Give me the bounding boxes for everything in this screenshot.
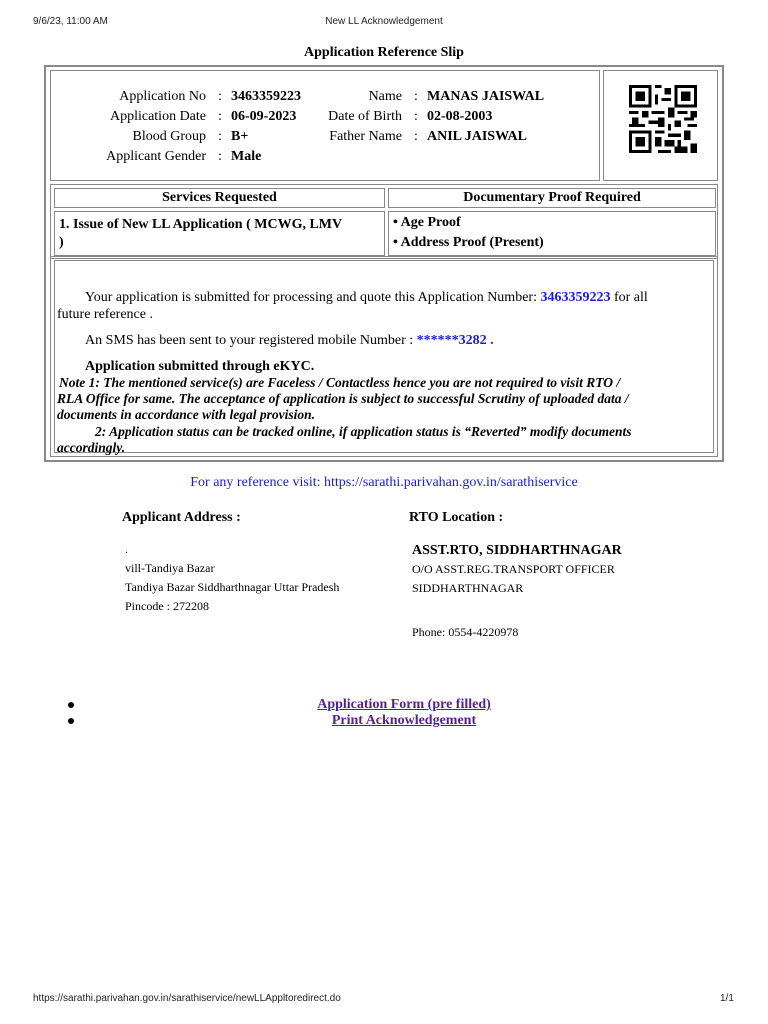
name-value: MANAS JAISWAL bbox=[427, 89, 545, 104]
gender-label: Applicant Gender bbox=[106, 149, 206, 164]
submission-message: Your application is submitted for processing and quote this Application Number: 3463359223 for all bbox=[85, 290, 648, 305]
address-line: Tandiya Bazar Siddharthnagar Uttar Pradesh bbox=[125, 580, 340, 594]
blood-group-value: B+ bbox=[231, 129, 249, 144]
rto-location-heading: RTO Location : bbox=[409, 510, 504, 525]
mobile-number-masked: ******3282 . bbox=[416, 333, 494, 348]
address-pincode: Pincode : 272208 bbox=[125, 599, 209, 613]
action-links bbox=[60, 697, 760, 729]
address-line: . bbox=[125, 542, 128, 556]
print-page-title: New LL Acknowledgement bbox=[325, 16, 443, 27]
services-table bbox=[50, 184, 718, 259]
address-line: vill-Tandiya Bazar bbox=[125, 561, 215, 575]
blood-group-label: Blood Group bbox=[132, 129, 206, 144]
father-name-value: ANIL JAISWAL bbox=[427, 129, 527, 144]
reference-slip bbox=[44, 65, 724, 462]
applicant-address-heading: Applicant Address : bbox=[122, 510, 241, 525]
print-url: https://sarathi.parivahan.gov.in/sarathiservice/newLLAppltoredirect.do bbox=[33, 993, 341, 1004]
service-item: 1. Issue of New LL Application ( MCWG, LMV bbox=[59, 217, 343, 232]
services-requested-header: Services Requested bbox=[54, 188, 385, 208]
print-page-number: 1/1 bbox=[720, 993, 734, 1004]
note2-line1: 2: Application status can be tracked online, if application status is “Reverted” modify documents bbox=[95, 424, 632, 439]
print-datetime: 9/6/23, 11:00 AM bbox=[33, 16, 108, 27]
message-box bbox=[50, 256, 718, 457]
application-date-value: 06-09-2023 bbox=[231, 109, 297, 124]
list-item bbox=[60, 697, 760, 713]
note2-line2: accordingly. bbox=[57, 440, 126, 455]
colon: : bbox=[218, 129, 222, 144]
colon: : bbox=[218, 109, 222, 124]
service-item-continued: ) bbox=[59, 235, 64, 250]
gender-value: Male bbox=[231, 149, 262, 164]
documentary-proof-header: Documentary Proof Required bbox=[388, 188, 716, 208]
rto-office bbox=[412, 560, 615, 598]
application-no-value: 3463359223 bbox=[231, 89, 301, 104]
print-acknowledgement-link[interactable]: Print Acknowledgement bbox=[331, 713, 477, 728]
rto-line: SIDDHARTHNAGAR bbox=[412, 581, 524, 595]
applicant-details bbox=[50, 70, 600, 181]
application-form-link[interactable]: Application Form (pre filled) bbox=[317, 697, 491, 712]
qr-code-icon bbox=[628, 85, 698, 153]
dob-label: Date of Birth bbox=[328, 109, 402, 124]
reference-link[interactable]: For any reference visit: https://sarathi.parivahan.gov.in/sarathiservice bbox=[190, 475, 578, 490]
dob-value: 02-08-2003 bbox=[427, 109, 493, 124]
message-inner bbox=[54, 260, 714, 453]
application-no-label: Application No bbox=[119, 89, 206, 104]
name-label: Name bbox=[368, 89, 402, 104]
note1-line3: documents in accordance with legal provision. bbox=[57, 407, 316, 422]
father-name-label: Father Name bbox=[329, 129, 402, 144]
ekyc-message: Application submitted through eKYC. bbox=[85, 359, 315, 374]
note1-line1: Note 1: The mentioned service(s) are Faceless / Contactless hence you are not required to visit RTO / bbox=[59, 375, 621, 390]
colon: : bbox=[218, 89, 222, 104]
note1-line2: RLA Office for same. The acceptance of application is subject to successful Scrutiny of uploaded data / bbox=[57, 391, 629, 406]
application-date-label: Application Date bbox=[109, 109, 206, 124]
colon: : bbox=[414, 129, 418, 144]
slip-title: Application Reference Slip bbox=[304, 45, 464, 60]
rto-name: ASST.RTO, SIDDHARTHNAGAR bbox=[412, 543, 622, 558]
documentary-proof-cell bbox=[388, 211, 716, 256]
submission-message-line2: future reference . bbox=[57, 307, 153, 322]
service-requested-cell bbox=[54, 211, 385, 256]
rto-phone: Phone: 0554-4220978 bbox=[412, 625, 519, 639]
list-item bbox=[60, 713, 760, 729]
colon: : bbox=[414, 89, 418, 104]
colon: : bbox=[218, 149, 222, 164]
rto-line: O/O ASST.REG.TRANSPORT OFFICER bbox=[412, 562, 615, 576]
qr-code-cell bbox=[603, 70, 718, 181]
proof-item: • Age Proof bbox=[393, 215, 461, 230]
application-number-highlight: 3463359223 bbox=[540, 290, 611, 305]
colon: : bbox=[414, 109, 418, 124]
proof-item: • Address Proof (Present) bbox=[393, 235, 544, 250]
applicant-address bbox=[125, 540, 339, 616]
sms-message: An SMS has been sent to your registered mobile Number : ******3282 . bbox=[85, 333, 494, 348]
